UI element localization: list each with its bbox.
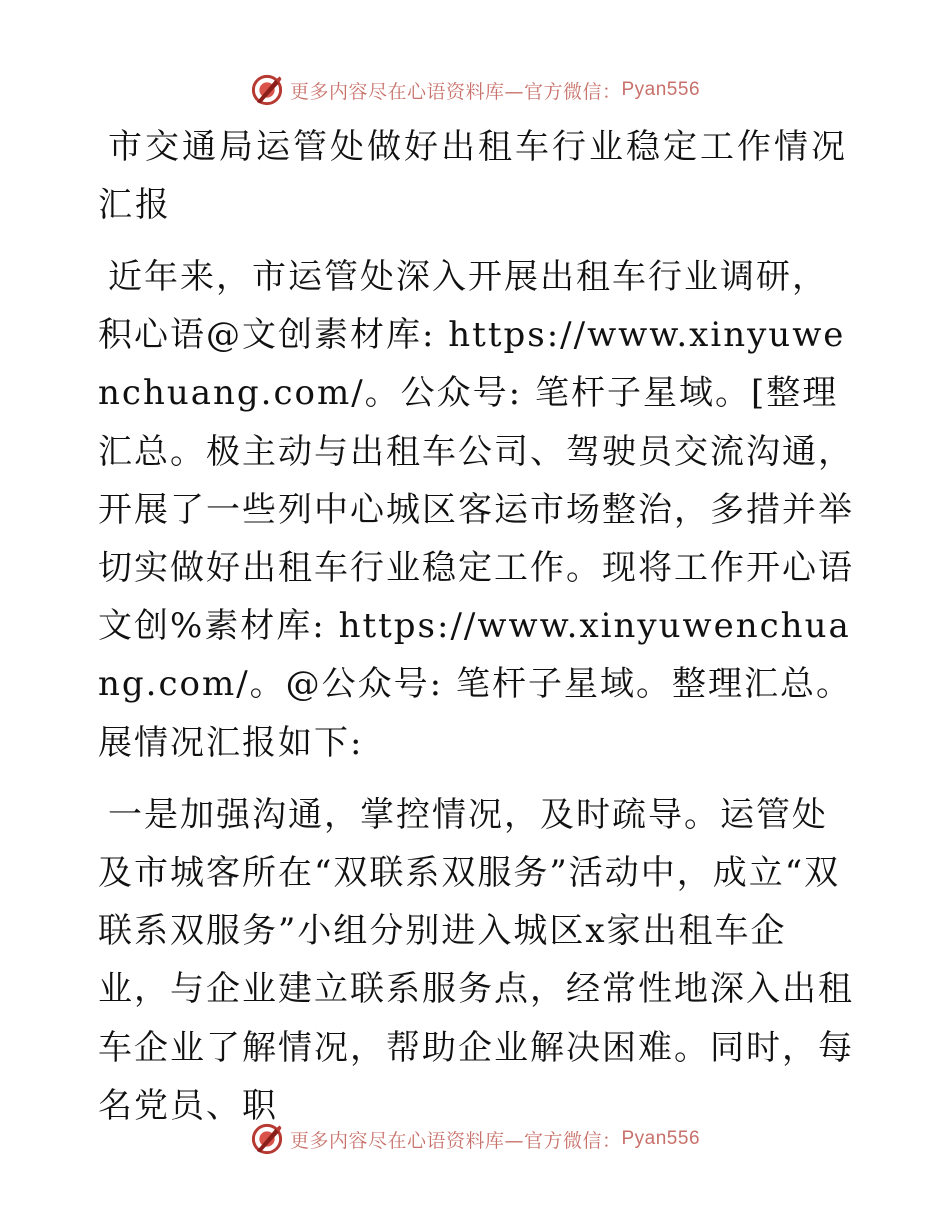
header-banner — [0, 70, 950, 110]
pen-seal-logo-icon — [250, 73, 284, 107]
footer-banner — [0, 1119, 950, 1159]
pen-seal-logo-icon — [250, 1122, 284, 1156]
document-body — [98, 118, 858, 1135]
paragraph-intro: 近年来，市运管处深入开展出租车行业调研，积心语@文创素材库: https://www.xinyuwenchuang.com/。公众号: 笔杆子星域。[整理汇总。极主动与出租车公司、驾驶员交流沟通，开展了一些列中心城区客运市场整治，多措并举切实做好出租车行业稳定工作。现将工作开心语文创%素材库: https://www.xinyuwenchuang.com/。@公众号: 笔杆子星域。整理汇总。展情况汇报如下: — [98, 257, 854, 763]
paragraph-point-one: 一是加强沟通，掌控情况，及时疏导。运管处及市城客所在“双联系双服务”活动中，成立“双联系双服务”小组分别进入城区x家出租车企业，与企业建立联系服务点，经常性地深入出租车企业了解情况，帮助企业解决困难。同时，每名党员、职 — [98, 794, 854, 1126]
document-title: 市交通局运管处做好出租车行业稳定工作情况汇报 — [98, 127, 848, 225]
banner-text: 更多内容尽在心语资料库—官方微信： — [289, 1129, 622, 1152]
banner-text: 更多内容尽在心语资料库—官方微信： — [289, 80, 622, 103]
wechat-id: Pyan556 — [621, 79, 701, 100]
wechat-id: Pyan556 — [621, 1128, 701, 1149]
